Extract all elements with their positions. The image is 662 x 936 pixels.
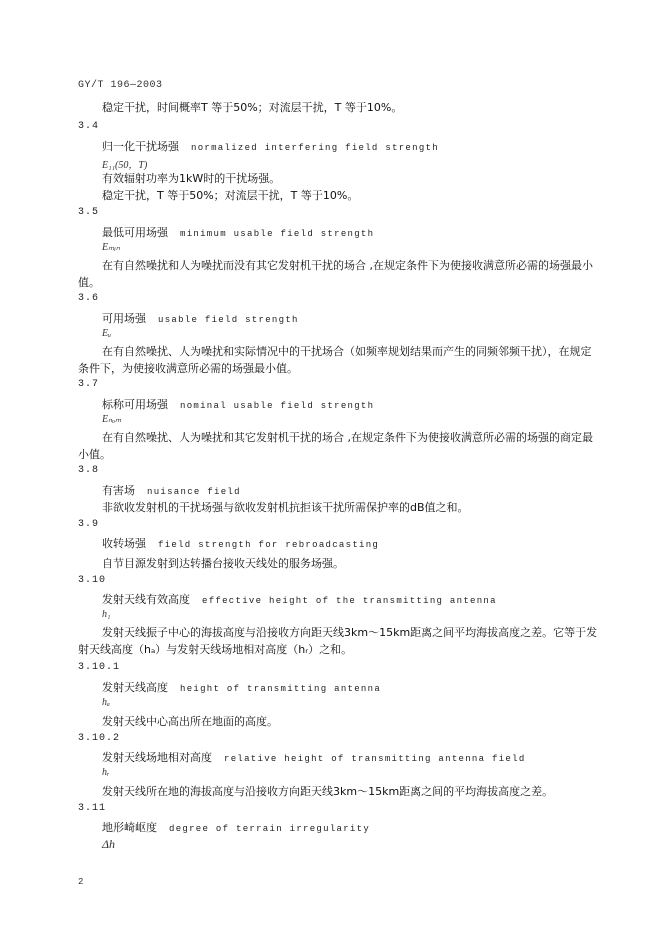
term-en: nuisance field xyxy=(147,487,241,497)
definition-text: 自节目源发射到达转播台接收天线处的服务场强。 xyxy=(102,557,344,570)
definition-text: 发射天线中心高出所在地面的高度。 xyxy=(102,715,278,728)
term-en: nominal usable field strength xyxy=(180,401,375,411)
definition-text: 发射天线所在地的海拔高度与沿接收方向距天线3km～15km距离之间的平均海拔高度之差。 xyxy=(102,785,554,798)
term-zh: 标称可用场强 xyxy=(102,398,168,411)
term-zh: 发射天线高度 xyxy=(102,681,168,694)
term-en: field strength for rebroadcasting xyxy=(158,540,380,550)
term-en: minimum usable field strength xyxy=(180,229,375,239)
term-zh: 发射天线有效高度 xyxy=(102,593,190,606)
term-heading xyxy=(102,535,379,551)
page-number: 2 xyxy=(78,877,84,887)
term-zh: 收转场强 xyxy=(102,537,146,550)
clause-number: 3.10 xyxy=(78,575,107,586)
term-heading xyxy=(102,591,497,607)
term-zh: 发射天线场地相对高度 xyxy=(102,751,212,764)
term-heading xyxy=(102,396,374,412)
term-heading xyxy=(102,482,241,498)
clause-number: 3.9 xyxy=(78,519,100,530)
term-en: degree of terrain irregularity xyxy=(169,824,371,834)
definition-text: 有效辐射功率为1kW时的干扰场强。 xyxy=(102,172,281,185)
term-en: relative height of transmitting antenna field xyxy=(224,754,526,764)
term-symbol: h₁ xyxy=(102,609,111,620)
clause-number: 3.10.2 xyxy=(78,733,121,744)
term-heading xyxy=(102,224,374,240)
term-zh: 地形崎岖度 xyxy=(102,821,157,834)
definition-text: 非欲收发射机的干扰场强与欲收发射机抗拒该干扰所需保护率的dB值之和。 xyxy=(102,501,469,514)
term-heading xyxy=(102,749,526,765)
term-en: normalized interfering field strength xyxy=(191,143,439,153)
term-symbol: Eᵤ xyxy=(102,328,112,339)
term-zh: 归一化干扰场强 xyxy=(102,140,179,153)
definition-paragraph: 在有自然噪扰和人为噪扰而没有其它发射机干扰的场合 ,在规定条件下为使接收满意所必需的场强最小值。 xyxy=(78,259,593,289)
term-en: usable field strength xyxy=(158,315,299,325)
term-zh: 最低可用场强 xyxy=(102,226,168,239)
term-symbol: Eₙₒₘ xyxy=(102,414,122,425)
clause-number: 3.5 xyxy=(78,207,100,218)
clause-number: 3.10.1 xyxy=(78,662,121,673)
definition-text: 稳定干扰，T 等于50%；对流层干扰，T 等于10%。 xyxy=(102,189,359,202)
clause-number: 3.8 xyxy=(78,465,100,476)
term-heading xyxy=(102,819,370,835)
term-symbol: E₁₁(50，T) xyxy=(102,160,148,171)
document-header: GY/T 196—2003 xyxy=(78,80,163,91)
term-symbol: Δh xyxy=(102,837,116,851)
term-zh: 可用场强 xyxy=(102,312,146,325)
definition-paragraph: 发射天线振子中心的海拔高度与沿接收方向距天线3km～15km距离之间平均海拔高度之差。它等于发射天线高度（hₐ）与发射天线场地相对高度（hᵣ）之和。 xyxy=(78,626,598,656)
clause-number: 3.4 xyxy=(78,121,100,132)
definition-paragraph: 在有自然噪扰、人为噪扰和其它发射机干扰的场合 ,在规定条件下为使接收满意所必需的场强的商定最小值。 xyxy=(78,431,593,461)
term-en: height of transmitting antenna xyxy=(180,684,382,694)
term-zh: 有害场 xyxy=(102,484,135,497)
clause-number: 3.6 xyxy=(78,293,100,304)
term-symbol: Eₘᵢₙ xyxy=(102,242,120,253)
definition-text: 稳定干扰，时间概率T 等于50%；对流层干扰，T 等于10%。 xyxy=(102,101,403,114)
term-symbol: hᵣ xyxy=(102,767,110,778)
term-heading xyxy=(102,310,299,326)
term-en: effective height of the transmitting antenna xyxy=(202,596,497,606)
term-symbol: hₐ xyxy=(102,697,110,708)
definition-paragraph: 在有自然噪扰、人为噪扰和实际情况中的干扰场合（如频率规划结果而产生的同频邻频干扰），在规定条件下，为使接收满意所必需的场强最小值。 xyxy=(78,345,592,375)
clause-number: 3.11 xyxy=(78,803,107,814)
term-heading xyxy=(102,679,381,695)
term-heading xyxy=(102,138,439,154)
clause-number: 3.7 xyxy=(78,379,100,390)
